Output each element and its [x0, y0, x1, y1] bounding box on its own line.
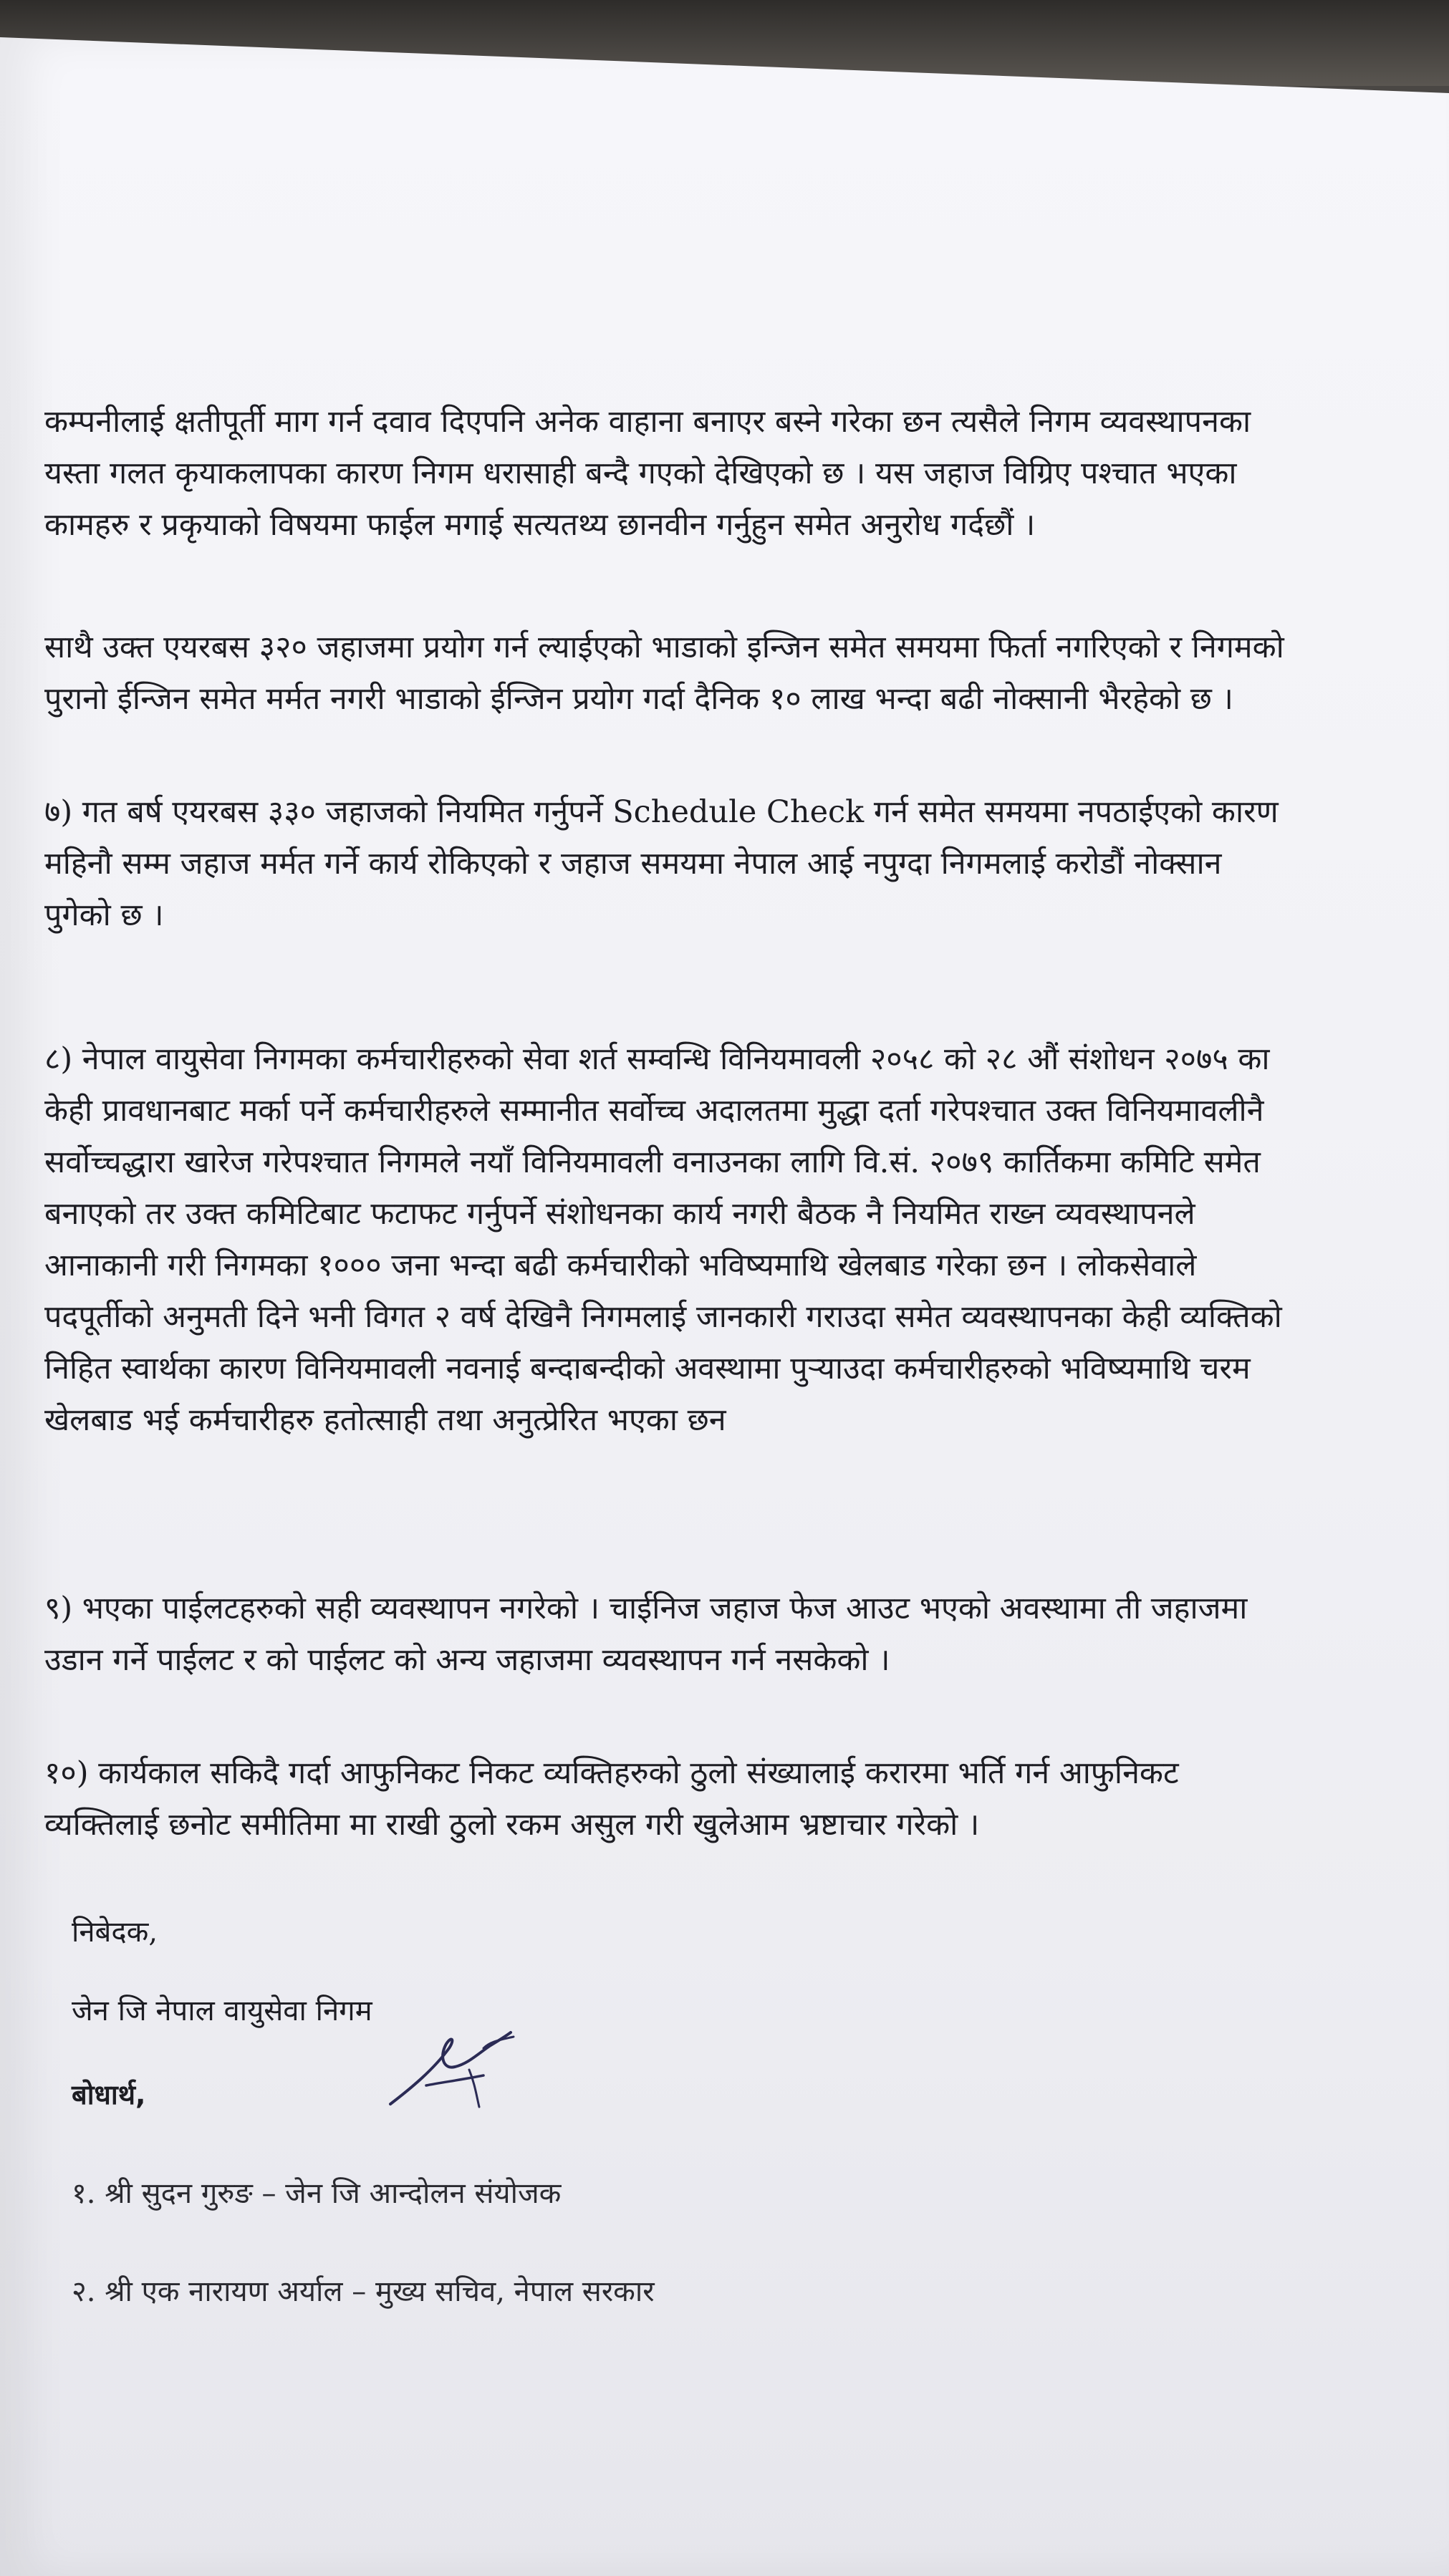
text-line: कम्पनीलाई क्षतीपूर्ती माग गर्न दवाव दिएपनि अनेक वाहाना बनाएर बस्ने गरेका छन त्यसैले निगम व्यवस्थापनका [44, 404, 1251, 440]
text-line: उडान गर्ने पाईलट र को पाईलट को अन्य जहाजमा व्यवस्थापन गर्न नसकेको । [44, 1642, 890, 1678]
item-10 [44, 1747, 1405, 1851]
item-7 [44, 786, 1405, 941]
cc-item: १. श्री सुदन गुरुङ – जेन जि आन्दोलन संयोजक [72, 2177, 562, 2210]
text-line: महिनौ सम्म जहाज मर्मत गर्ने कार्य रोकिएको र जहाज समयमा नेपाल आई नपुग्दा निगमलाई करोडौं नोक्सान [44, 846, 1222, 882]
text-line: खेलबाड भई कर्मचारीहरु हतोत्साही तथा अनुत्प्रेरित भएका छन [44, 1402, 726, 1438]
item-8 [44, 1033, 1405, 1446]
text-line: व्यक्तिलाई छनोट समीतिमा मा राखी ठुलो रकम असुल गरी खुलेआम भ्रष्टाचार गरेको । [44, 1807, 980, 1843]
text-line: बनाएको तर उक्त कमिटिबाट फटाफट गर्नुपर्ने संशोधनका कार्य नगरी बैठक नै नियमित राख्न व्यवस्थापनले [44, 1196, 1195, 1232]
paragraph-engine [44, 622, 1405, 725]
text-line: आनाकानी गरी निगमका १००० जना भन्दा बढी कर्मचारीको भविष्यमाथि खेलबाड गरेका छन । लोकसेवाले [44, 1248, 1197, 1283]
text-line: निहित स्वार्थका कारण विनियमावली नवनाई बन्दाबन्दीको अवस्थामा पुऱ्याउदा कर्मचारीहरुको भविष्यमाथि चरम [44, 1351, 1251, 1386]
text-line: कामहरु र प्रकृयाको विषयमा फाईल मगाई सत्यतथ्य छानवीन गर्नुहुन समेत अनुरोध गर्दछौं । [44, 507, 1036, 543]
text-line: १०) कार्यकाल सकिदै गर्दा आफुनिकट निकट व्यक्तिहरुको ठुलो संख्यालाई करारमा भर्ति गर्न आफुनिकट [44, 1755, 1179, 1791]
closing-sender: जेन जि नेपाल वायुसेवा निगम [72, 1994, 372, 2027]
closing-salutation: निबेदक, [72, 1916, 158, 1949]
text-line: ७) गत बर्ष एयरबस ३३० जहाजको नियमित गर्नुपर्ने Schedule Check गर्न समेत समयमा नपठाईएको कारण [44, 794, 1279, 830]
cc-title: बोधार्थ, [72, 2079, 146, 2111]
text-line: साथै उक्त एयरबस ३२० जहाजमा प्रयोग गर्न ल्याईएको भाडाको इन्जिन समेत समयमा फिर्ता नगरिएको र निगमको [44, 629, 1284, 665]
text-line: केही प्रावधानबाट मर्का पर्ने कर्मचारीहरुले सम्मानीत सर्वोच्च अदालतमा मुद्धा दर्ता गरेपश्चात उक्त विनियमावलीनै [44, 1093, 1264, 1129]
cc-item: २. श्री एक नारायण अर्याल – मुख्य सचिव, नेपाल सरकार [72, 2275, 655, 2308]
text-line: पदपूर्तीको अनुमती दिने भनी विगत २ वर्ष देखिनै निगमलाई जानकारी गराउदा समेत व्यवस्थापनका केही व्यक्तिको [44, 1299, 1282, 1335]
text-line: पुरानो ईन्जिन समेत मर्मत नगरी भाडाको ईन्जिन प्रयोग गर्दा दैनिक १० लाख भन्दा बढी नोक्सानी भैरहेको छ । [44, 681, 1233, 717]
text-line: यस्ता गलत कृयाकलापका कारण निगम धरासाही बन्दै गएको देखिएको छ । यस जहाज विग्रिए पश्चात भएका [44, 455, 1237, 491]
signature-icon [383, 2020, 519, 2113]
text-line: सर्वोच्चद्धारा खारेज गरेपश्चात निगमले नयाँ विनियमावली वनाउनका लागि वि.सं. २०७९ कार्तिकमा कमिटि समेत [44, 1144, 1261, 1180]
text-line: ८) नेपाल वायुसेवा निगमका कर्मचारीहरुको सेवा शर्त सम्वन्धि विनियमावली २०५८ को २८ औं संशोधन २०७५ का [44, 1041, 1270, 1077]
paragraph-intro [44, 396, 1405, 551]
text-line: पुगेको छ । [44, 897, 164, 933]
item-9 [44, 1583, 1405, 1686]
text-line: ९) भएका पाईलटहरुको सही व्यवस्थापन नगरेको । चाईनिज जहाज फेज आउट भएको अवस्थामा ती जहाजमा [44, 1591, 1248, 1626]
